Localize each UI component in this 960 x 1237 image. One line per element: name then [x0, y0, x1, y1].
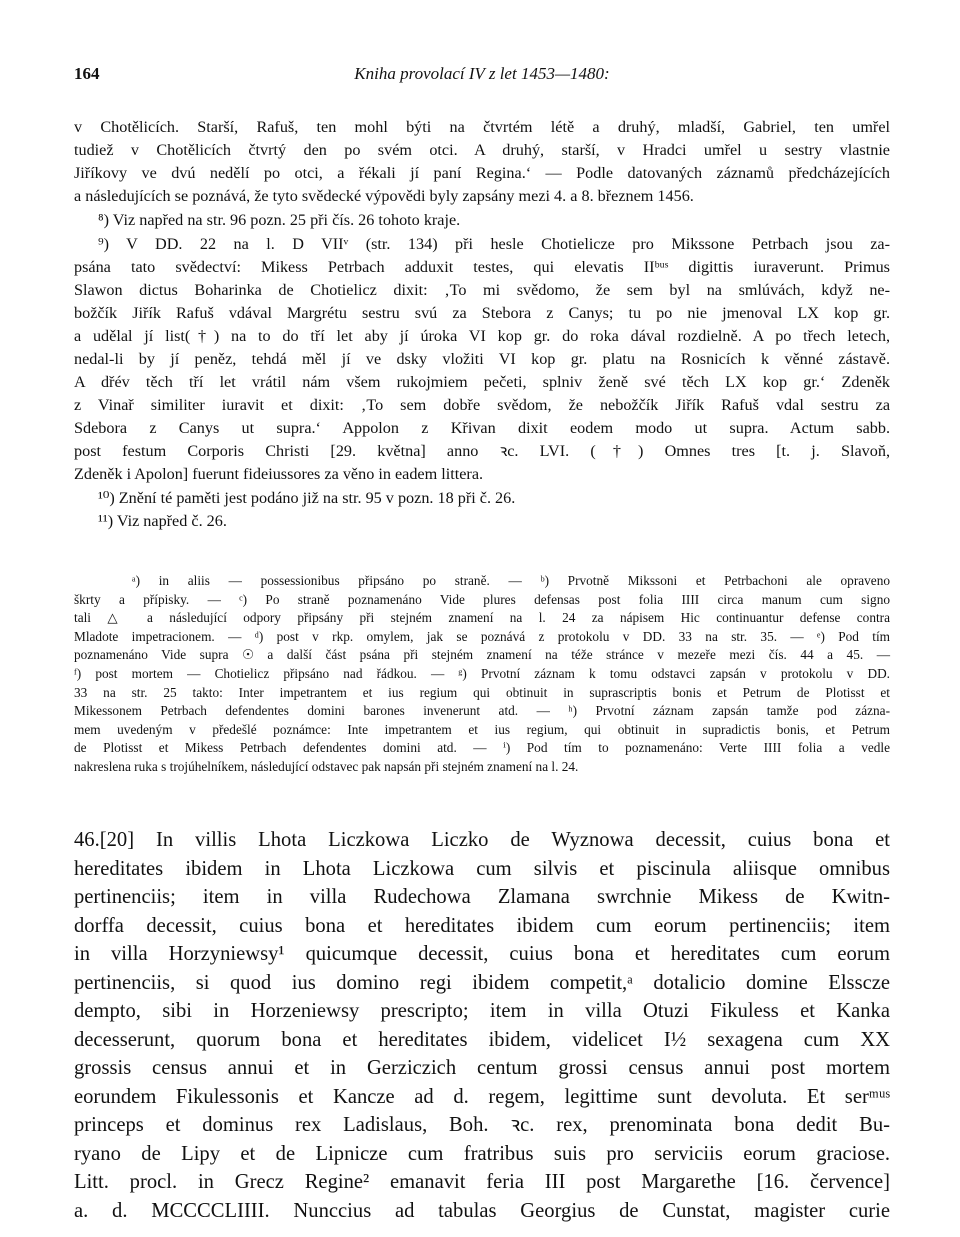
commentary-line: v Chotělicích. Starší, Rafuš, ten mohl býti na čtvrtém létě a druhý, mladší, Gabriel, ten umřel — [74, 118, 890, 136]
footnote-8: ⁸) Viz napřed na str. 96 pozn. 25 při čís. 26 tohoto kraje. — [98, 211, 461, 229]
footnote-9-line: Zdeněk i Apolon] fuerunt fideiussores za věno in eadem littera. — [74, 465, 484, 483]
apparatus-line: nakreslena ruka s trojúhelníkem, následující odstavec pak napsán při stejném znamení na l. 24. — [74, 758, 579, 774]
entry-line: grossis census annui et in Gerziczich centum grossi census annui post mortem — [74, 1057, 890, 1079]
footnote-9-line: z Vinař similiter iuravit et dixit: ‚To sem dobře svědom, že nebožčík Jiřík Rafuš vdal sestru za — [74, 396, 890, 414]
footnote-9-line: nedal-li by jí peněz, tehdá měl jí ve dsky vložiti VI kop gr. platu na Rosnicích k věnné zástavě. — [74, 350, 890, 368]
entry-line: eorundem Fikulessonis et Kancze ad d. regem, legittime sunt devoluta. Et serᵐᵘˢ — [74, 1085, 890, 1108]
running-title: Kniha provolací IV z let 1453—1480: — [354, 64, 610, 83]
footnote-9-line: A dřév těch tří let vrátil nám všem rukojmiem pečeti, splniv ženě své těch LX kop gr.‘ Zdeněk — [74, 373, 890, 391]
critical-apparatus — [74, 572, 890, 777]
entry-46 — [74, 826, 890, 1225]
page-number: 164 — [74, 64, 100, 83]
apparatus-line: ᶠ) post mortem — Chotielicz připsáno nad řádkou. — ᵍ) Prvotní záznam k tomu odstavci zapsán v protokolu v DD. — [74, 665, 890, 681]
apparatus-line: mem uvedeným v předešlé poznámce: Inte impetrantem et ius regium, qui obtinuit in supradictis bonis, et Petrum — [74, 721, 890, 737]
apparatus-line: poznamenáno Vide supra ☉ a další část psána při stejném znamení na téže stránce v mezeře mezi čís. 44 a 45. — — [74, 647, 890, 663]
apparatus-line: 33 na str. 25 takto: Inter impetrantem et ius regium qui obtinuit in suprascriptis bonis et Petrum de Plotisst et — [74, 684, 890, 700]
entry-line: dorffa decessit, cuius bona et hereditates ibidem cum eorum pertinenciis; item — [74, 914, 890, 937]
entry-line: pertinenciis, si quod ius domino regi ibidem competit,ᵃ dotalicio domine Elsscze — [74, 971, 890, 994]
entry-line: a. d. MCCCCLIIII. Nunccius ad tabulas Georgius de Cunstat, magister curie — [74, 1199, 890, 1222]
entry-line: 46.[20] In villis Lhota Liczkowa Liczko de Wyznowa decessit, cuius bona et — [74, 829, 890, 851]
commentary-line: tudiež v Chotělicích čtvrtý den po svém otci. A druhý, starší, v Hradci umřel u sestry vlastnie — [74, 141, 890, 159]
footnote-9-line: psána tato svědectví: Mikess Petrbach adduxit testes, qui elevatis IIᵇᵘˢ digittis iuraverunt. Primus — [74, 258, 890, 276]
apparatus-line: škrty a přípisky. — ᶜ) Po straně poznamenáno Vide plures defensas post folia IIII circa manum cum signo — [74, 591, 890, 607]
footnote-9-line: Sdebora z Canys ut supra.‘ Appolon z Křivan dixit eodem modo ut supra. Actum sabb. — [74, 419, 890, 437]
commentary-line: Jiříkovy ve dvú nedělí po otci, a řékali jí paní Regina.‘ — Podle datovaných záznamů předcházejících — [74, 164, 890, 182]
apparatus-line: de Plotisst et Mikess Petrbach defendentes domini atd. — ⁱ) Pod tím to poznamenáno: Verte IIII folia a vedle — [74, 740, 890, 756]
commentary-line: a následujících se poznává, že tyto svědecké výpovědi byly zapsány mezi 4. a 8. březnem 1456. — [74, 187, 694, 205]
entry-line: pertinenciis; item in villa Rudechowa Zlamana swrchnie Mikess de Kwitn- — [74, 886, 890, 908]
apparatus-line: Mladote impetracionem. — ᵈ) post v rkp. omylem, jak se poznává z protokolu v DD. 33 na str. 35. — ᵉ) Pod tím — [74, 628, 890, 644]
footnote-9-line: ⁹) V DD. 22 na l. D VIIᵛ (str. 134) při hesle Chotielicze pro Mikssone Petrbach jsou za- — [98, 235, 890, 253]
footnote-9-line: post festum Corporis Christi [29. května] anno ꝛc. LVI. (†) Omnes tres [t. j. Slavoň, — [74, 442, 890, 460]
footnote-10: ¹⁰) Znění té paměti jest podáno již na str. 95 v pozn. 18 při č. 26. — [98, 489, 516, 507]
commentary-section — [74, 116, 890, 533]
entry-line: in villa Horzyniewsy¹ quicumque decessit, cuius bona et hereditates cum eorum — [74, 943, 890, 965]
footnote-9-line: a udělal jí list(†) na to do tří let aby jí úroka VI kop gr. do roka dával rozdielně. A po třech letech, — [74, 327, 890, 345]
entry-line: decesserunt, quorum bona et hereditates ibidem, videlicet I½ sexagena cum XX — [74, 1028, 890, 1051]
entry-line: hereditates ibidem in Lhota Liczkowa cum silvis et piscinula aliisque omnibus — [74, 857, 890, 880]
entry-line: ryano de Lipy et de Lipnicze cum fratribus suis pro serviciis eorum graciose. — [74, 1142, 890, 1165]
apparatus-line: tali △ a následující odpory připsány při stejném znamení na l. 24 za nápisem Hic continuantur defense contra — [74, 610, 890, 626]
page-header — [74, 64, 890, 86]
apparatus-line: ᵃ) in aliis — possessionibus připsáno po straně. — ᵇ) Prvotně Mikssoni et Petrbachoni ale opraveno — [132, 573, 890, 588]
footnote-9-line: Slawon dictus Boharinka de Chotielicz dixit: ‚To mi svědomo, že sem byl na smlúvách, když ne- — [74, 281, 890, 299]
apparatus-line: Mikessonem Petrbach defendentes domini barones invenerunt atd. — ʰ) Prvotní záznam zapsán tamže pod zázna- — [74, 703, 890, 719]
footnote-9-line: božčík Jiřík Rafuš vdával Margrétu sestru svú za Stebora z Canys; tu po nie jmenoval LX kop gr. — [74, 304, 890, 322]
entry-line: Litt. procl. in Grecz Regine² emanavit feria III post Margarethe [16. července] — [74, 1171, 890, 1193]
footnote-11: ¹¹) Viz napřed č. 26. — [98, 512, 227, 530]
entry-line: princeps et dominus rex Ladislaus, Boh. ꝛc. rex, prenominata bona dedit Bu- — [74, 1114, 890, 1136]
entry-line: dempto, sibi in Horzeniewsy prescripto; item in villa Otuzi Fikuless et Kanka — [74, 1000, 890, 1022]
